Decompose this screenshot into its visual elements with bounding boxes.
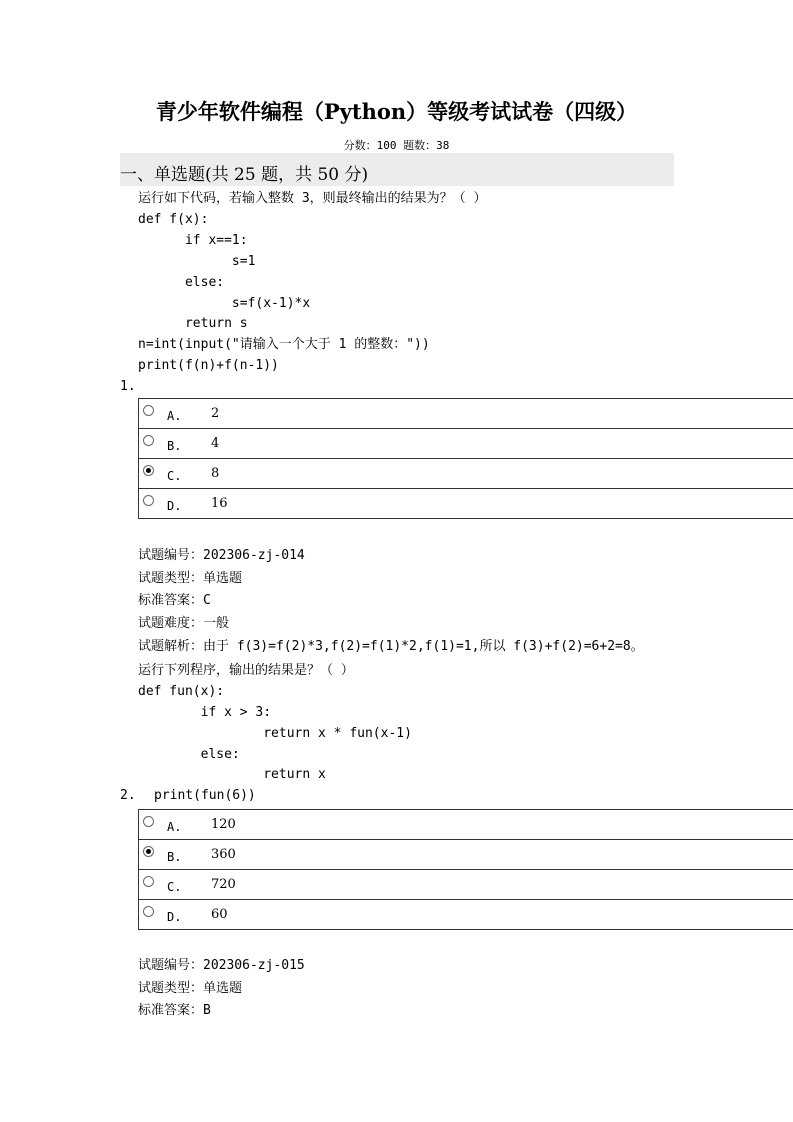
option-text: 60 [211,907,228,922]
question-2-stem: 运行下列程序，输出的结果是？（ ） [138,663,354,678]
option-text: 360 [211,847,236,862]
page-title: 青少年软件编程（Python）等级考试试卷（四级） [155,99,638,124]
option-label: D. [167,499,182,513]
code-line: print(fun(6)) [154,788,256,803]
option-text: 120 [211,817,236,832]
option-label: D. [167,910,182,924]
question-1-options [138,398,793,519]
option-label: B. [167,439,182,453]
section-header [120,153,674,186]
question-1-stem: 运行如下代码，若输入整数 3，则最终输出的结果为？（ ） [138,191,487,206]
code-line: if x==1: [138,233,248,248]
code-line: s=1 [138,254,256,269]
option-label: C. [167,469,182,483]
question-type: 试题类型：单选题 [138,981,243,996]
radio-button-c-selected[interactable] [143,465,154,476]
option-text: 4 [211,436,220,451]
exam-meta: 分数：100 题数：38 [343,139,450,152]
code-line: n=int(input("请输入一个大于 1 的整数：")) [138,337,430,352]
radio-button-d[interactable] [143,906,154,917]
radio-button-b-selected[interactable] [143,846,154,857]
option-row[interactable] [139,459,793,489]
code-line: else: [138,747,240,762]
code-line: return x * fun(x-1) [138,726,412,741]
radio-button-a[interactable] [143,816,154,827]
option-label: A. [167,409,182,423]
option-row[interactable] [139,489,793,518]
explanation: 试题解析：由于 f(3)=f(2)*3,f(2)=f(1)*2,f(1)=1,所以 f(3)+f(2)=6+2=8。 [138,639,644,654]
code-line: return s [138,316,248,331]
code-line: else: [138,275,225,290]
difficulty: 试题难度：一般 [138,616,230,631]
question-number: 2. [120,788,136,803]
question-id: 试题编号：202306-zj-015 [138,958,305,973]
standard-answer: 标准答案：C [138,593,211,608]
code-line: def fun(x): [138,684,225,699]
option-row[interactable] [139,810,793,840]
option-row[interactable] [139,870,793,900]
option-label: C. [167,880,182,894]
option-row[interactable] [139,840,793,870]
option-text: 16 [211,496,228,511]
question-2-options [138,809,793,930]
option-text: 2 [211,406,220,421]
option-label: A. [167,820,182,834]
radio-button-a[interactable] [143,405,154,416]
code-line: return x [138,767,326,782]
option-row[interactable] [139,429,793,459]
code-line: def f(x): [138,212,209,227]
option-row[interactable] [139,399,793,429]
question-id: 试题编号：202306-zj-014 [138,548,305,563]
radio-button-b[interactable] [143,435,154,446]
radio-button-d[interactable] [143,495,154,506]
code-line: print(f(n)+f(n-1)) [138,358,279,373]
option-text: 8 [211,466,220,481]
standard-answer: 标准答案：B [138,1003,211,1018]
code-line: s=f(x-1)*x [138,296,311,311]
code-line: if x > 3: [138,705,272,720]
radio-button-c[interactable] [143,876,154,887]
question-number: 1. [120,379,136,394]
option-text: 720 [211,877,236,892]
section-title: 一、单选题(共 25 题，共 50 分) [120,165,369,185]
option-row[interactable] [139,900,793,929]
option-label: B. [167,850,182,864]
question-type: 试题类型：单选题 [138,571,243,586]
